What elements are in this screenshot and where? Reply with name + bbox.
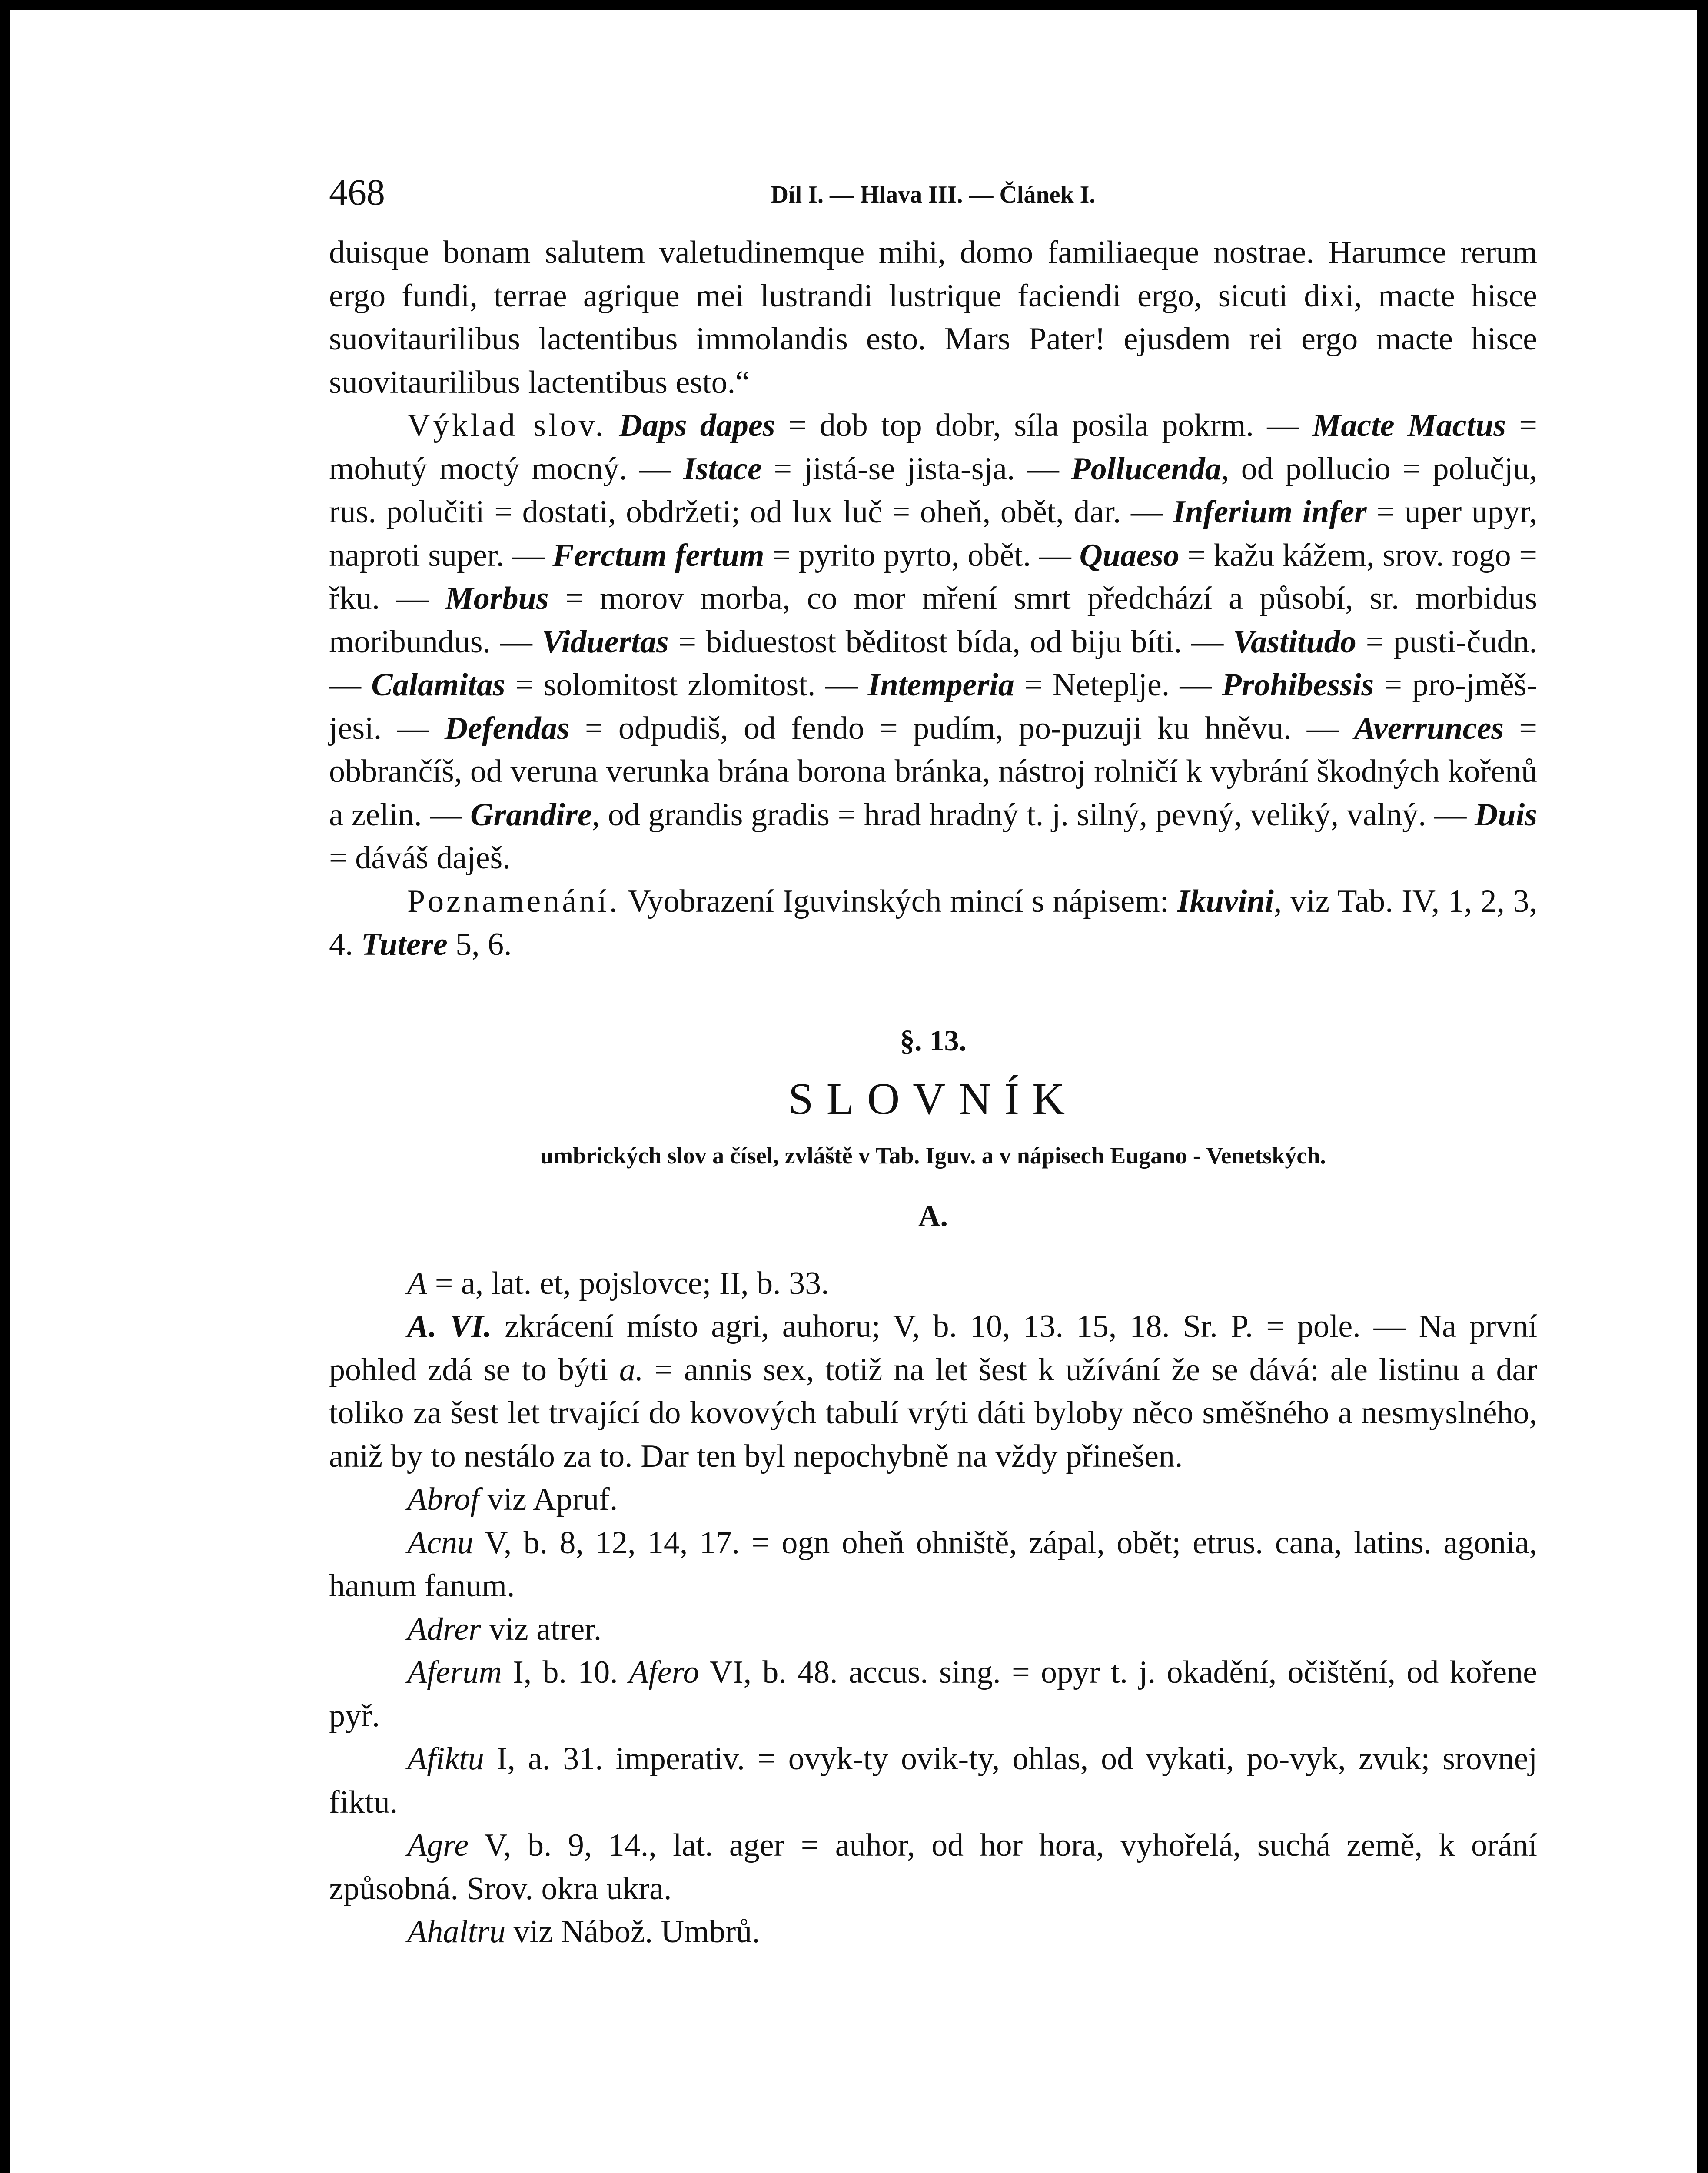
poznamenani-paragraph bbox=[329, 880, 1537, 967]
term: Intemperia bbox=[867, 667, 1014, 703]
term: Viduertas bbox=[542, 624, 669, 660]
gloss: = pro-jměš-jesi. — bbox=[329, 667, 1538, 746]
note-text: Vyobrazení Iguvinských mincí s nápisem: bbox=[620, 883, 1177, 919]
dictionary-entry bbox=[329, 1911, 1537, 1954]
entry-text: I, b. 10. bbox=[502, 1655, 629, 1690]
gloss: = kažu kážem, srov. rogo = řku. — bbox=[329, 537, 1538, 616]
dictionary-entry bbox=[329, 1522, 1537, 1608]
entry-term: A bbox=[407, 1265, 427, 1301]
dictionary-entry bbox=[329, 1262, 1537, 1306]
term: Calamitas bbox=[371, 667, 505, 703]
section-number: §. 13. bbox=[900, 1023, 967, 1057]
gloss: , od pollucio = polučju, rus. polučiti = dostati, obdržeti; od lux luč = oheň, obět, dar. — bbox=[329, 451, 1537, 530]
entry-term: Agre bbox=[407, 1827, 469, 1863]
entry-term: Afiktu bbox=[407, 1741, 484, 1777]
gloss: = obbrančíš, od veruna verunka brána borona bránka, nástroj rolničí k vybrání škodných kořenů a zelin. — bbox=[329, 710, 1537, 833]
entry-term: Acnu bbox=[407, 1525, 474, 1561]
vyklad-paragraph bbox=[329, 404, 1537, 880]
note-text: , viz Tab. IV, 1, 2, 3, 4. bbox=[329, 883, 1537, 962]
entry-text: zkrácení místo agri, auhoru; V, b. 10, 13. 15, 18. Sr. P. = pole. — Na první pohled zdá se to býti bbox=[329, 1309, 1537, 1388]
gloss: = dáváš daješ. bbox=[329, 840, 511, 876]
term: Macte Mactus bbox=[1312, 408, 1506, 443]
dictionary-entry bbox=[329, 1824, 1537, 1911]
entry-text: V, b. 8, 12, 14, 17. = ogn oheň ohniště, zápal, obět; etrus. cana, latins. agonia, hanum fanum. bbox=[329, 1525, 1537, 1604]
poznamenani-label: Poznamenání. bbox=[407, 883, 620, 919]
entry-text: = annis sex, totiž na let šest k užívání že se dává: ale listinu a dar toliko za šest let trvající do kovových tabulí vrýti dáti byloby něco směšného a nesmyslného, aniž by to nestálo za to. Dar ten byl nepochybně na vždy přinešen. bbox=[329, 1352, 1537, 1474]
term: Tutere bbox=[361, 927, 448, 962]
entry-text: viz atrer. bbox=[481, 1611, 602, 1647]
section-subtitle: umbrických slov a čísel, zvláště v Tab. Iguv. a v nápisech Eugano - Venetských. bbox=[540, 1142, 1326, 1169]
entry-term: Adrer bbox=[407, 1611, 481, 1647]
entry-term: a. bbox=[619, 1352, 644, 1388]
entry-term: Aferum bbox=[407, 1655, 502, 1690]
dictionary-entry bbox=[329, 1738, 1537, 1824]
gloss: = jistá-se jista-sja. — bbox=[761, 451, 1071, 487]
term: Grandire bbox=[470, 797, 592, 833]
term: Quaeso bbox=[1079, 537, 1180, 573]
term: Duis bbox=[1475, 797, 1537, 833]
term: Vastitudo bbox=[1233, 624, 1356, 660]
entry-text: I, a. 31. imperativ. = ovyk-ty ovik-ty, ohlas, od vykati, po-vyk, zvuk; srovnej fiktu. bbox=[329, 1741, 1537, 1820]
page-number: 468 bbox=[329, 171, 385, 213]
entry-text: viz Apruf. bbox=[479, 1482, 618, 1517]
gloss: = mohutý moctý mocný. — bbox=[329, 408, 1538, 487]
gloss: , od grandis gradis = hrad hradný t. j. silný, pevný, veliký, valný. — bbox=[591, 797, 1475, 833]
term: Ferctum fertum bbox=[552, 537, 764, 573]
term: Ikuvini bbox=[1177, 883, 1274, 919]
gloss: = dob top dobr, síla posila pokrm. — bbox=[775, 408, 1313, 443]
entry-text: V, b. 9, 14., lat. ager = auhor, od hor hora, vyhořelá, suchá země, k orání způsobná. Srov. okra ukra. bbox=[329, 1827, 1537, 1907]
page-header bbox=[329, 170, 1537, 231]
entry-text: = a, lat. et, pojslovce; II, b. 33. bbox=[427, 1265, 829, 1301]
gloss: = solomitost zlomitost. — bbox=[505, 667, 868, 703]
entry-text: viz Nábož. Umbrů. bbox=[505, 1914, 760, 1950]
gloss: = biduestost běditost bída, od biju bíti. — bbox=[668, 624, 1233, 660]
term: Pollucenda bbox=[1071, 451, 1221, 487]
dictionary-entry bbox=[329, 1478, 1537, 1522]
entry-term: A. VI. bbox=[407, 1309, 492, 1344]
letter-heading: A. bbox=[918, 1199, 948, 1233]
entry-term: Ahaltru bbox=[407, 1914, 506, 1950]
term: Morbus bbox=[445, 581, 549, 616]
note-text: 5, 6. bbox=[447, 927, 512, 962]
vyklad-label: Výklad slov. bbox=[407, 408, 606, 443]
term: Defendas bbox=[444, 710, 570, 746]
running-head: Díl I. — Hlava III. — Článek I. bbox=[771, 181, 1096, 208]
term: Inferium infer bbox=[1173, 494, 1367, 530]
term: Daps dapes bbox=[619, 408, 775, 443]
dictionary-entry bbox=[329, 1608, 1537, 1651]
gloss: = pusti-čudn. — bbox=[329, 624, 1537, 703]
entry-text: VI, b. 48. accus. sing. = opyr t. j. okadění, očištění, od kořene pyř. bbox=[329, 1655, 1537, 1734]
gloss: = odpudiš, od fendo = pudím, po-puzuji ku hněvu. — bbox=[569, 710, 1355, 746]
dictionary-entry bbox=[329, 1651, 1537, 1738]
gloss: = pyrito pyrto, obět. — bbox=[764, 537, 1080, 573]
term: Averrunces bbox=[1354, 710, 1504, 746]
entry-term: Afero bbox=[628, 1655, 699, 1690]
dictionary-entry bbox=[329, 1305, 1537, 1478]
term: Istace bbox=[683, 451, 762, 487]
entry-term: Abrof bbox=[407, 1482, 479, 1517]
term: Prohibessis bbox=[1222, 667, 1374, 703]
continuation-paragraph: duisque bonam salutem valetudinemque mihi, domo familiaeque nostrae. Harumce rerum ergo fundi, terrae agrique mei lustrandi lustrique faciendi ergo, sicuti dixi, macte hisce suovitaurilibus lactentibus immolandis esto. Mars Pater! ejusdem rei ergo macte hisce suovitaurilibus lactentibus esto.“ bbox=[329, 235, 1537, 400]
book-page bbox=[10, 10, 1697, 2173]
gloss: = Neteplje. — bbox=[1014, 667, 1222, 703]
gloss: = uper upyr, naproti super. — bbox=[329, 494, 1537, 573]
section-title: SLOVNÍK bbox=[788, 1073, 1078, 1124]
page-content bbox=[329, 170, 1537, 1954]
gloss: = morov morba, co mor mření smrt předchází a působí, sr. morbidus moribundus. — bbox=[329, 581, 1537, 660]
